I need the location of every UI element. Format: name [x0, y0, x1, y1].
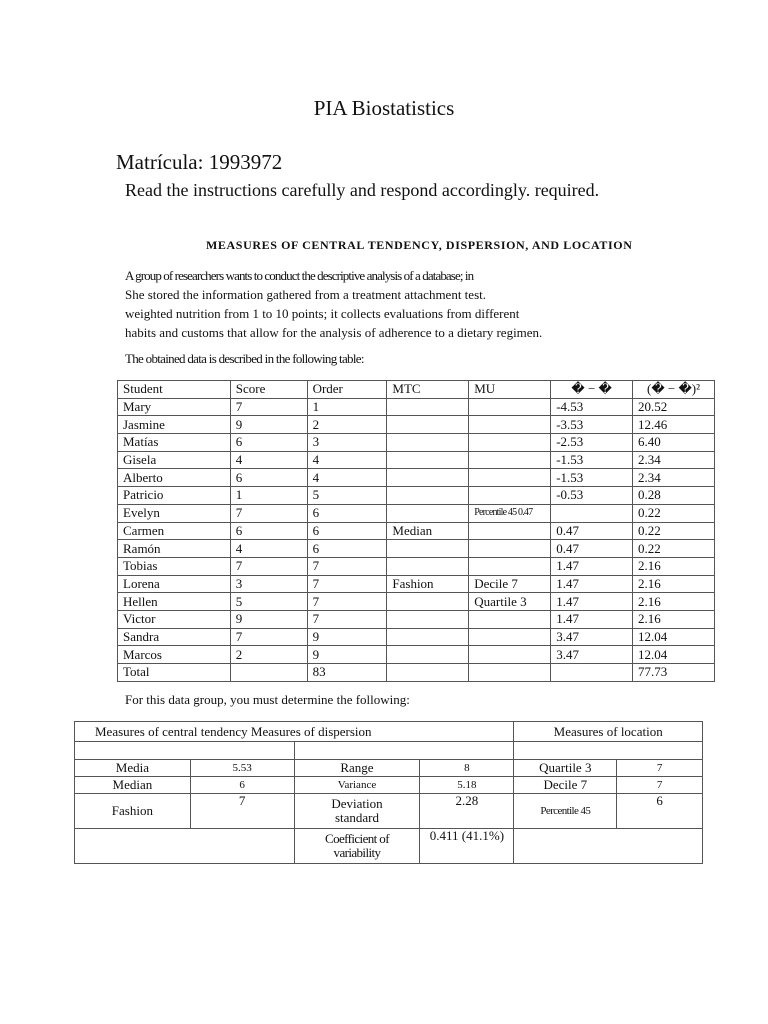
table-row: [118, 540, 715, 558]
data-table-body: [118, 398, 715, 681]
cell-score: 7: [230, 628, 307, 646]
col-mu-header: MU: [469, 381, 551, 399]
table-row: [118, 504, 715, 522]
cell-order: 5: [307, 487, 387, 505]
cell-mtc: Median: [387, 522, 469, 540]
determine-text: For this data group, you must determine the following:: [125, 692, 410, 707]
cell-order: 9: [307, 646, 387, 664]
cell-order: 6: [307, 522, 387, 540]
empty-cell: [514, 742, 703, 760]
cell-squared-deviation: 0.28: [633, 487, 715, 505]
cell-mtc: [387, 557, 469, 575]
cell-mtc: [387, 540, 469, 558]
cell-order: 3: [307, 434, 387, 452]
cell-mu: [469, 540, 551, 558]
cell-squared-deviation: 2.16: [633, 557, 715, 575]
cell-order: 4: [307, 451, 387, 469]
empty-cell: [514, 829, 703, 864]
cell-mtc: [387, 451, 469, 469]
summary-row: [75, 794, 703, 829]
cell-order: 6: [307, 540, 387, 558]
cell-mtc: [387, 434, 469, 452]
summary-spacer-row: [75, 742, 703, 760]
cell-student: Evelyn: [118, 504, 231, 522]
cell-squared-deviation: 2.34: [633, 469, 715, 487]
table-row: [118, 451, 715, 469]
cell-mtc: [387, 610, 469, 628]
quartile-3-value: 7: [617, 760, 703, 777]
cell-order: 7: [307, 557, 387, 575]
cell-squared-deviation: 0.22: [633, 504, 715, 522]
cell-mu: [469, 487, 551, 505]
cell-deviation: 0.47: [551, 522, 633, 540]
cell-mtc: Fashion: [387, 575, 469, 593]
summary-table: [74, 721, 703, 864]
data-table: [117, 380, 715, 682]
table-row: [118, 522, 715, 540]
cell-student: Alberto: [118, 469, 231, 487]
cell-score: 1: [230, 487, 307, 505]
cell-order: 7: [307, 575, 387, 593]
cell-student: Marcos: [118, 646, 231, 664]
table-row: [118, 487, 715, 505]
intro-line: habits and customs that allow for the analysis of adherence to a dietary regimen.: [125, 325, 543, 340]
percentile-45-value: 6: [617, 794, 703, 829]
cell-order: 1: [307, 398, 387, 416]
cell-student: Carmen: [118, 522, 231, 540]
cell-deviation: -4.53: [551, 398, 633, 416]
table-row: [118, 469, 715, 487]
variance-label: Variance: [294, 777, 420, 794]
cell-mu: [469, 451, 551, 469]
cell-score: 7: [230, 504, 307, 522]
cell-mu: Decile 7: [469, 575, 551, 593]
cell-score: 3: [230, 575, 307, 593]
coefficient-of-variability-value: 0.411 (41.1%): [420, 829, 514, 864]
matricula: Matrícula: 1993972: [116, 150, 283, 174]
cell-mu: Quartile 3: [469, 593, 551, 611]
cell-score: 9: [230, 610, 307, 628]
summary-row: [75, 777, 703, 794]
cell-mtc: [387, 416, 469, 434]
cell-squared-deviation: 12.04: [633, 646, 715, 664]
cell-mu: [469, 646, 551, 664]
cell-deviation: 1.47: [551, 575, 633, 593]
cell-score: 9: [230, 416, 307, 434]
cell-mtc: [387, 398, 469, 416]
table-row: [118, 398, 715, 416]
table-row: [118, 593, 715, 611]
cell-score: 4: [230, 451, 307, 469]
intro-line: She stored the information gathered from a treatment attachment test.: [125, 287, 486, 302]
cell-deviation: 3.47: [551, 646, 633, 664]
col-squared-deviation-header: (� − �)²: [633, 381, 715, 399]
decile-7-value: 7: [617, 777, 703, 794]
summary-header-row: [75, 722, 703, 742]
cell-mtc: [387, 504, 469, 522]
range-label: Range: [294, 760, 420, 777]
cell-student: Victor: [118, 610, 231, 628]
cell-squared-deviation: 2.34: [633, 451, 715, 469]
col-mtc-header: MTC: [387, 381, 469, 399]
deviation-standard-label: Deviation standard: [294, 794, 420, 829]
cell-deviation: -1.53: [551, 451, 633, 469]
cell-squared-deviation: 2.16: [633, 593, 715, 611]
cell-deviation: 1.47: [551, 593, 633, 611]
cell-score: 6: [230, 469, 307, 487]
cell-mtc: [387, 593, 469, 611]
cell-student: Ramón: [118, 540, 231, 558]
summary-header-right: Measures of location: [514, 722, 703, 742]
cell-deviation: 1.47: [551, 557, 633, 575]
median-label: Median: [75, 777, 191, 794]
coefficient-of-variability-label: Coefficient of variability: [294, 829, 420, 864]
cell-student: Mary: [118, 398, 231, 416]
quartile-3-label: Quartile 3: [514, 760, 617, 777]
cell-squared-deviation: 77.73: [633, 664, 715, 682]
cell-deviation: -3.53: [551, 416, 633, 434]
instructions: Read the instructions carefully and respond accordingly. required.: [125, 180, 600, 200]
range-value: 8: [420, 760, 514, 777]
cell-student: Hellen: [118, 593, 231, 611]
cell-deviation: [551, 664, 633, 682]
table-row: [118, 416, 715, 434]
table-row: [118, 575, 715, 593]
cell-squared-deviation: 20.52: [633, 398, 715, 416]
cell-squared-deviation: 12.04: [633, 628, 715, 646]
table-row: [118, 610, 715, 628]
cell-deviation: -2.53: [551, 434, 633, 452]
cell-student: Jasmine: [118, 416, 231, 434]
media-label: Media: [75, 760, 191, 777]
cell-score: 2: [230, 646, 307, 664]
median-value: 6: [190, 777, 294, 794]
cell-order: 2: [307, 416, 387, 434]
cell-student: Sandra: [118, 628, 231, 646]
cell-mu: [469, 557, 551, 575]
decile-7-label: Decile 7: [514, 777, 617, 794]
col-score-header: Score: [230, 381, 307, 399]
cell-score: 4: [230, 540, 307, 558]
cell-mu: [469, 469, 551, 487]
cell-squared-deviation: 0.22: [633, 522, 715, 540]
cell-student: Patricio: [118, 487, 231, 505]
deviation-standard-value: 2.28: [420, 794, 514, 829]
cell-student: Matías: [118, 434, 231, 452]
cell-deviation: 3.47: [551, 628, 633, 646]
cell-deviation: -0.53: [551, 487, 633, 505]
cell-mu: [469, 628, 551, 646]
cell-order: 9: [307, 628, 387, 646]
cell-mu: Percentile 45 0.47: [469, 504, 551, 522]
col-deviation-header: � − �: [551, 381, 633, 399]
table-intro: The obtained data is described in the following table:: [125, 351, 364, 366]
cell-mu: [469, 398, 551, 416]
cell-student: Total: [118, 664, 231, 682]
cell-mu: [469, 664, 551, 682]
cell-squared-deviation: 0.22: [633, 540, 715, 558]
cell-squared-deviation: 12.46: [633, 416, 715, 434]
cell-order: 6: [307, 504, 387, 522]
cell-order: 83: [307, 664, 387, 682]
table-row: [118, 434, 715, 452]
section-heading: MEASURES OF CENTRAL TENDENCY, DISPERSION, AND LOCATION: [206, 238, 633, 252]
empty-cell: [75, 742, 295, 760]
cell-score: [230, 664, 307, 682]
cell-mtc: [387, 469, 469, 487]
summary-row: [75, 760, 703, 777]
cell-deviation: [551, 504, 633, 522]
cell-student: Gisela: [118, 451, 231, 469]
cell-mu: [469, 416, 551, 434]
cell-mu: [469, 610, 551, 628]
cell-score: 6: [230, 522, 307, 540]
media-value: 5.53: [190, 760, 294, 777]
fashion-label: Fashion: [75, 794, 191, 829]
col-student-header: Student: [118, 381, 231, 399]
cell-score: 7: [230, 557, 307, 575]
cell-deviation: 0.47: [551, 540, 633, 558]
summary-row: [75, 829, 703, 864]
cell-mu: [469, 522, 551, 540]
cell-order: 7: [307, 593, 387, 611]
cell-mtc: [387, 487, 469, 505]
cell-deviation: -1.53: [551, 469, 633, 487]
intro-line: weighted nutrition from 1 to 10 points; it collects evaluations from different: [125, 306, 520, 321]
variance-value: 5.18: [420, 777, 514, 794]
page-title: PIA Biostatistics: [313, 96, 455, 120]
cell-deviation: 1.47: [551, 610, 633, 628]
intro-line: A group of researchers wants to conduct the descriptive analysis of a database; in: [125, 268, 474, 283]
cell-squared-deviation: 6.40: [633, 434, 715, 452]
cell-student: Lorena: [118, 575, 231, 593]
cell-order: 7: [307, 610, 387, 628]
cell-mu: [469, 434, 551, 452]
table-row: [118, 557, 715, 575]
cell-score: 7: [230, 398, 307, 416]
cell-squared-deviation: 2.16: [633, 575, 715, 593]
percentile-45-label: Percentile 45: [514, 794, 617, 829]
cell-mtc: [387, 664, 469, 682]
col-order-header: Order: [307, 381, 387, 399]
cell-squared-deviation: 2.16: [633, 610, 715, 628]
empty-cell: [294, 742, 514, 760]
intro-paragraph: [125, 266, 595, 342]
cell-order: 4: [307, 469, 387, 487]
table-row: [118, 628, 715, 646]
summary-header-left: Measures of central tendency Measures of dispersion: [75, 722, 514, 742]
cell-student: Tobias: [118, 557, 231, 575]
cell-score: 6: [230, 434, 307, 452]
empty-cell: [75, 829, 295, 864]
table-row: [118, 664, 715, 682]
table-row: [118, 646, 715, 664]
table-header-row: [118, 381, 715, 399]
cell-mtc: [387, 628, 469, 646]
fashion-value: 7: [190, 794, 294, 829]
cell-score: 5: [230, 593, 307, 611]
cell-mtc: [387, 646, 469, 664]
